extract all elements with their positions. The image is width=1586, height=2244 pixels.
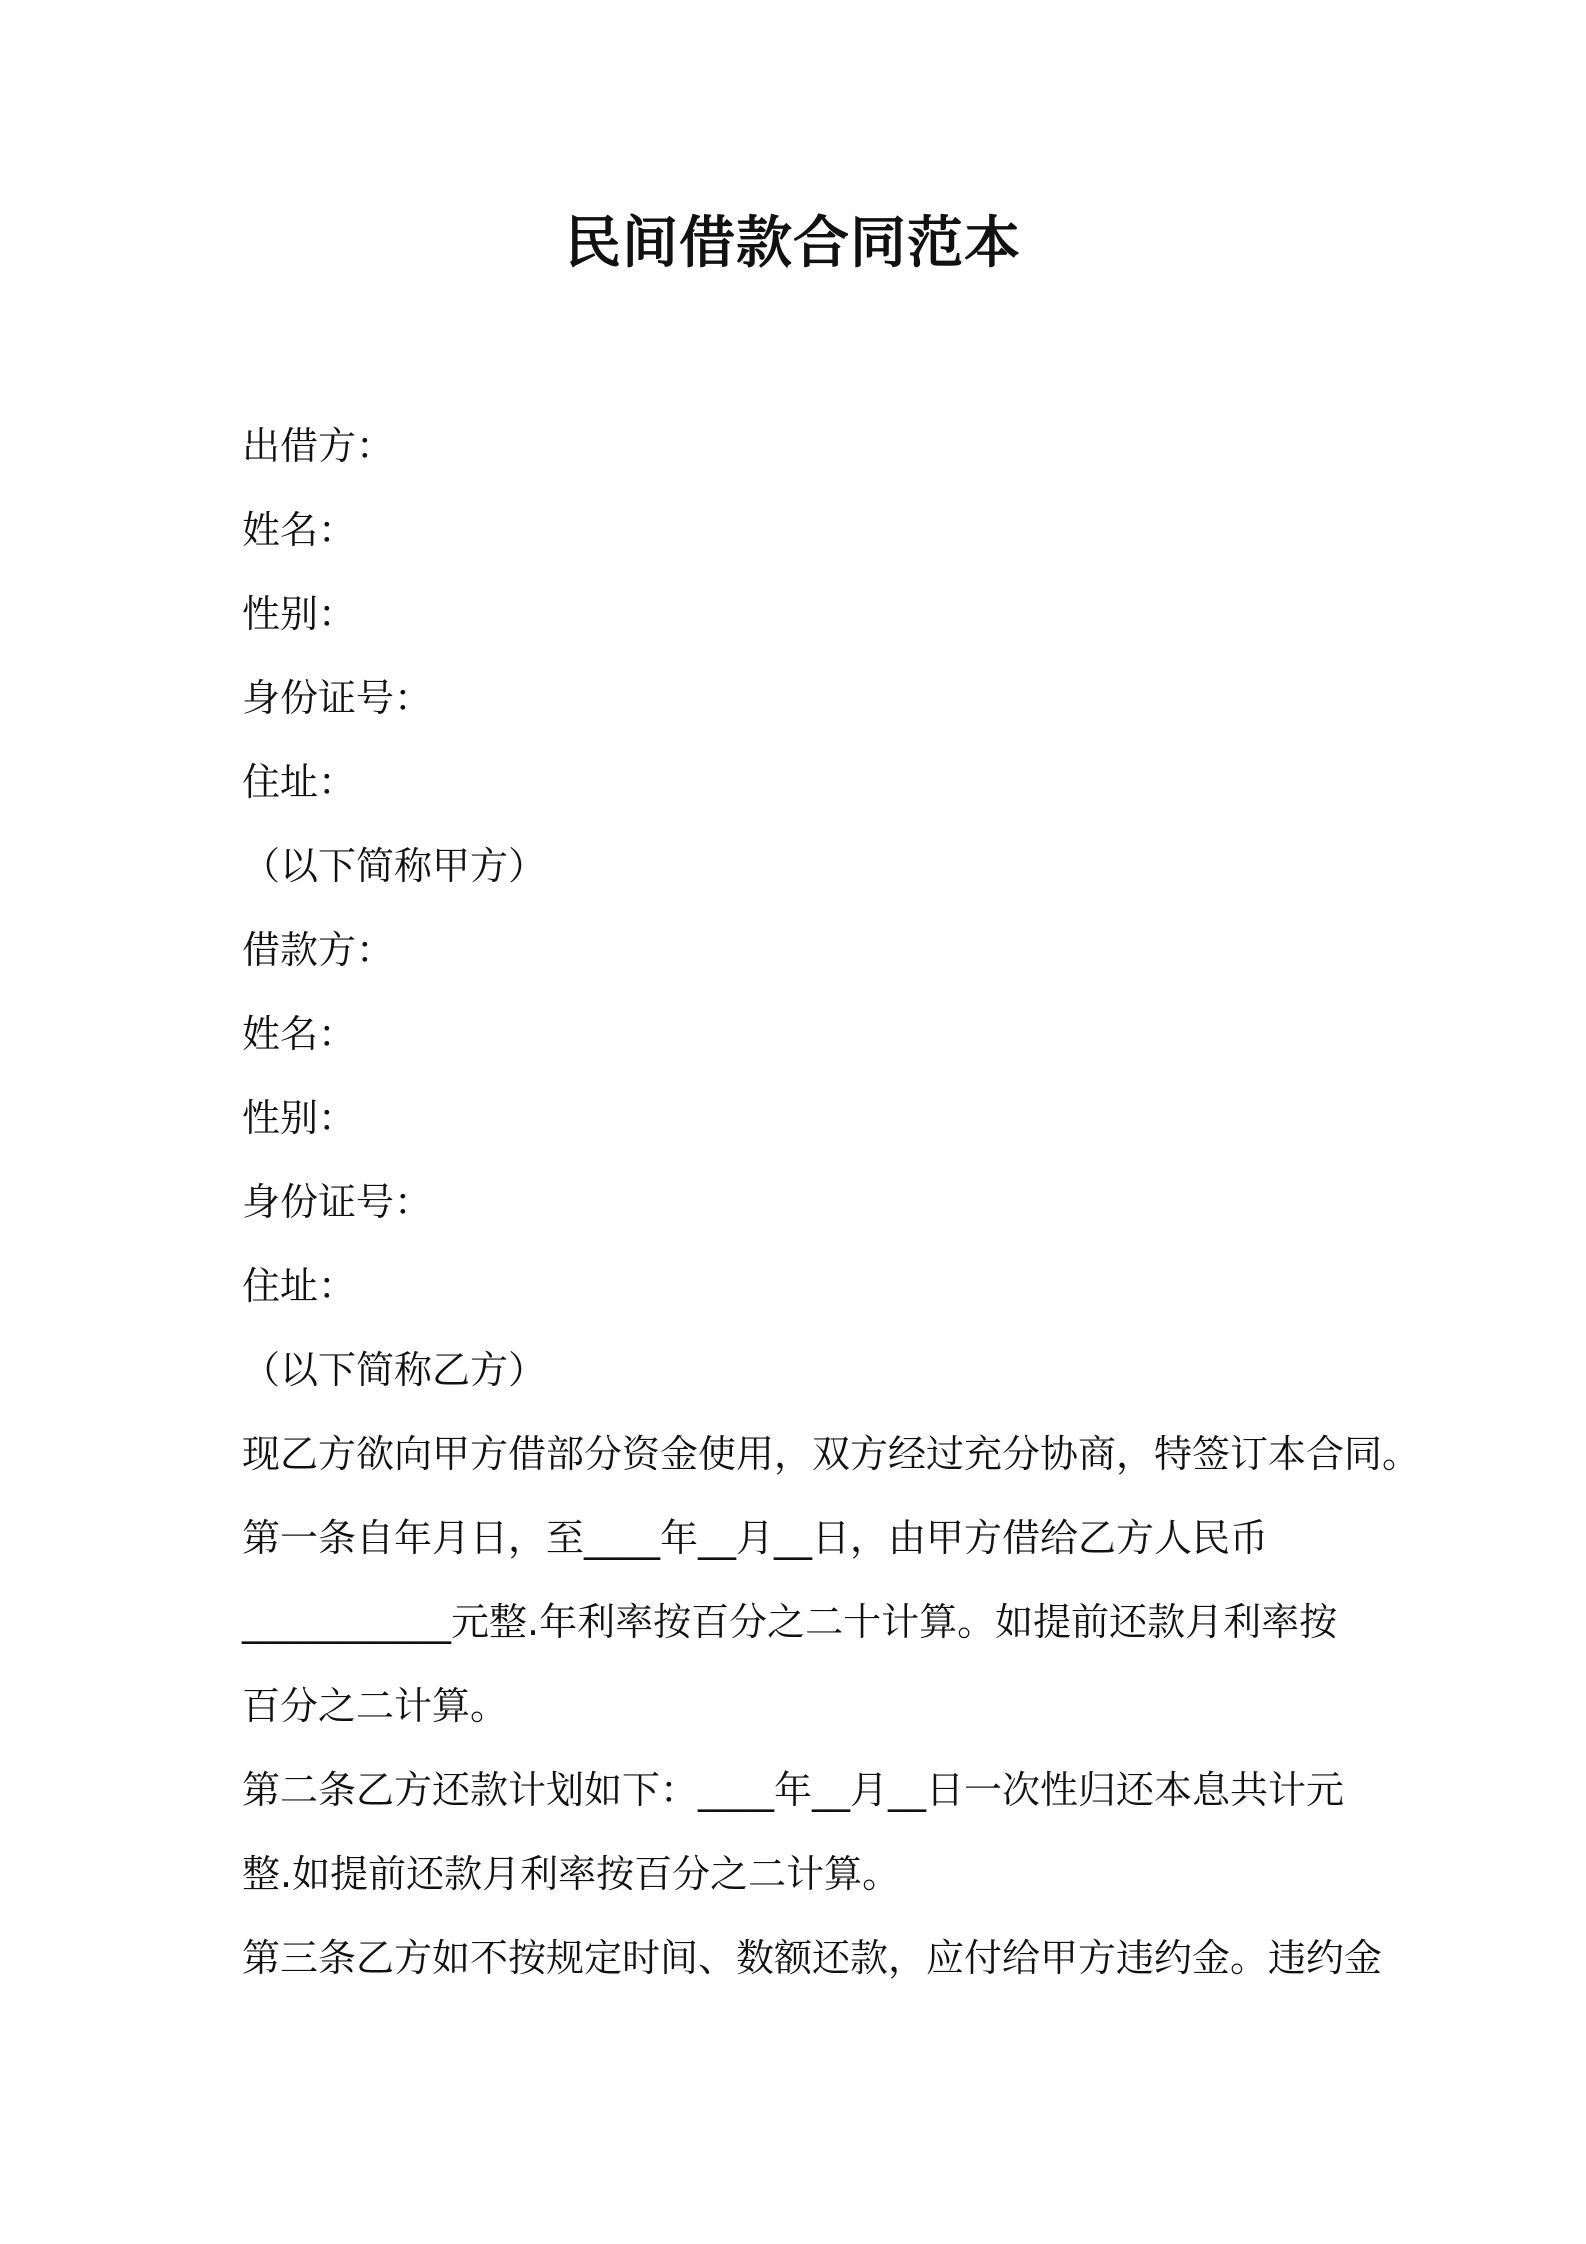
borrower-address-label: 住址： [242,1264,357,1308]
document-body [242,404,1421,2000]
lender-gender-label: 性别： [242,592,357,636]
preamble: 现乙方欲向甲方借部分资金使用，双方经过充分协商，特签订本合同。 [242,1432,1421,1476]
borrower-heading: 借款方： [242,928,395,972]
lender-heading: 出借方： [242,424,395,468]
borrower-name-label: 姓名： [242,1012,357,1056]
lender-name-label: 姓名： [242,508,357,552]
clause-2-line-2: 整.如提前还款月利率按百分之二计算。 [242,1852,901,1896]
lender-alias: （以下简称甲方） [242,844,547,888]
borrower-alias: （以下简称乙方） [242,1348,547,1392]
borrower-gender-label: 性别： [242,1096,357,1140]
clause-2-line-1: 第二条乙方还款计划如下：____年__月__日一次性归还本息共计元 [242,1768,1345,1812]
borrower-id-label: 身份证号： [242,1180,433,1224]
clause-3-line-1: 第三条乙方如不按规定时间、数额还款，应付给甲方违约金。违约金 [242,1936,1383,1980]
clause-1-line-3: 百分之二计算。 [242,1684,509,1728]
lender-id-label: 身份证号： [242,676,433,720]
document-title: 民间借款合同范本 [565,211,1021,276]
lender-address-label: 住址： [242,760,357,804]
clause-1-line-2: ___________元整.年利率按百分之二十计算。如提前还款月利率按 [242,1600,1338,1644]
clause-1-line-1: 第一条自年月日，至____年__月__日，由甲方借给乙方人民币 [242,1516,1269,1560]
